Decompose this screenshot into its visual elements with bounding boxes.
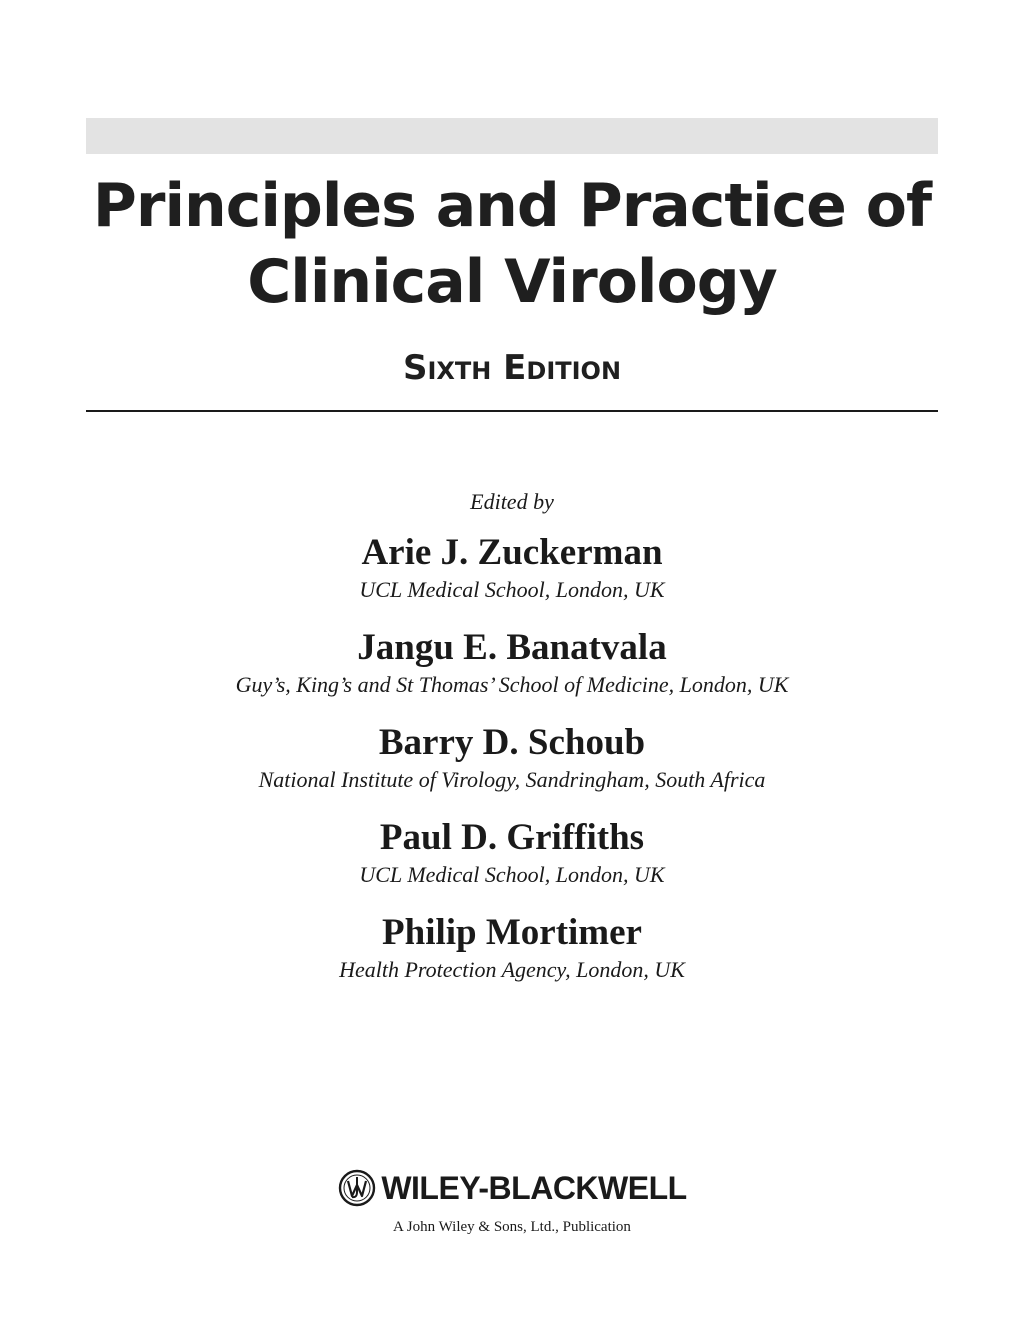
editor-entry — [0, 530, 1024, 625]
title-divider — [86, 410, 938, 412]
book-title — [60, 168, 964, 320]
publisher-subtitle: A John Wiley & Sons, Ltd., Publication — [393, 1219, 631, 1235]
editor-name: Jangu E. Banatvala — [357, 627, 667, 668]
header-band — [86, 118, 938, 154]
wiley-jw-seal-icon — [337, 1168, 377, 1208]
editor-list — [0, 530, 1024, 1005]
publisher-block — [0, 1168, 1024, 1237]
editor-name: Barry D. Schoub — [378, 722, 646, 763]
editor-affiliation: Health Protection Agency, London, UK — [339, 957, 685, 982]
editor-affiliation: UCL Medical School, London, UK — [359, 862, 665, 887]
book-title-line-2: Clinical Virology — [247, 247, 777, 317]
edited-by-label: Edited by — [470, 489, 554, 514]
publisher-logo — [337, 1168, 686, 1208]
editor-entry — [0, 815, 1024, 910]
editor-affiliation: UCL Medical School, London, UK — [359, 577, 665, 602]
editor-name: Paul D. Griffiths — [379, 817, 645, 858]
editor-entry — [0, 625, 1024, 720]
editor-affiliation: Guy’s, King’s and St Thomas’ School of Medicine, London, UK — [235, 672, 789, 697]
book-title-line-1: Principles and Practice of — [92, 171, 932, 241]
edition-label: Sixth Edition — [402, 348, 622, 388]
editor-entry — [0, 720, 1024, 815]
editor-name: Philip Mortimer — [382, 912, 642, 953]
publisher-name: WILEY-BLACKWELL — [381, 1170, 687, 1206]
editor-entry — [0, 910, 1024, 1005]
editor-affiliation: National Institute of Virology, Sandringham, South Africa — [258, 767, 766, 792]
editor-name: Arie J. Zuckerman — [361, 532, 663, 573]
